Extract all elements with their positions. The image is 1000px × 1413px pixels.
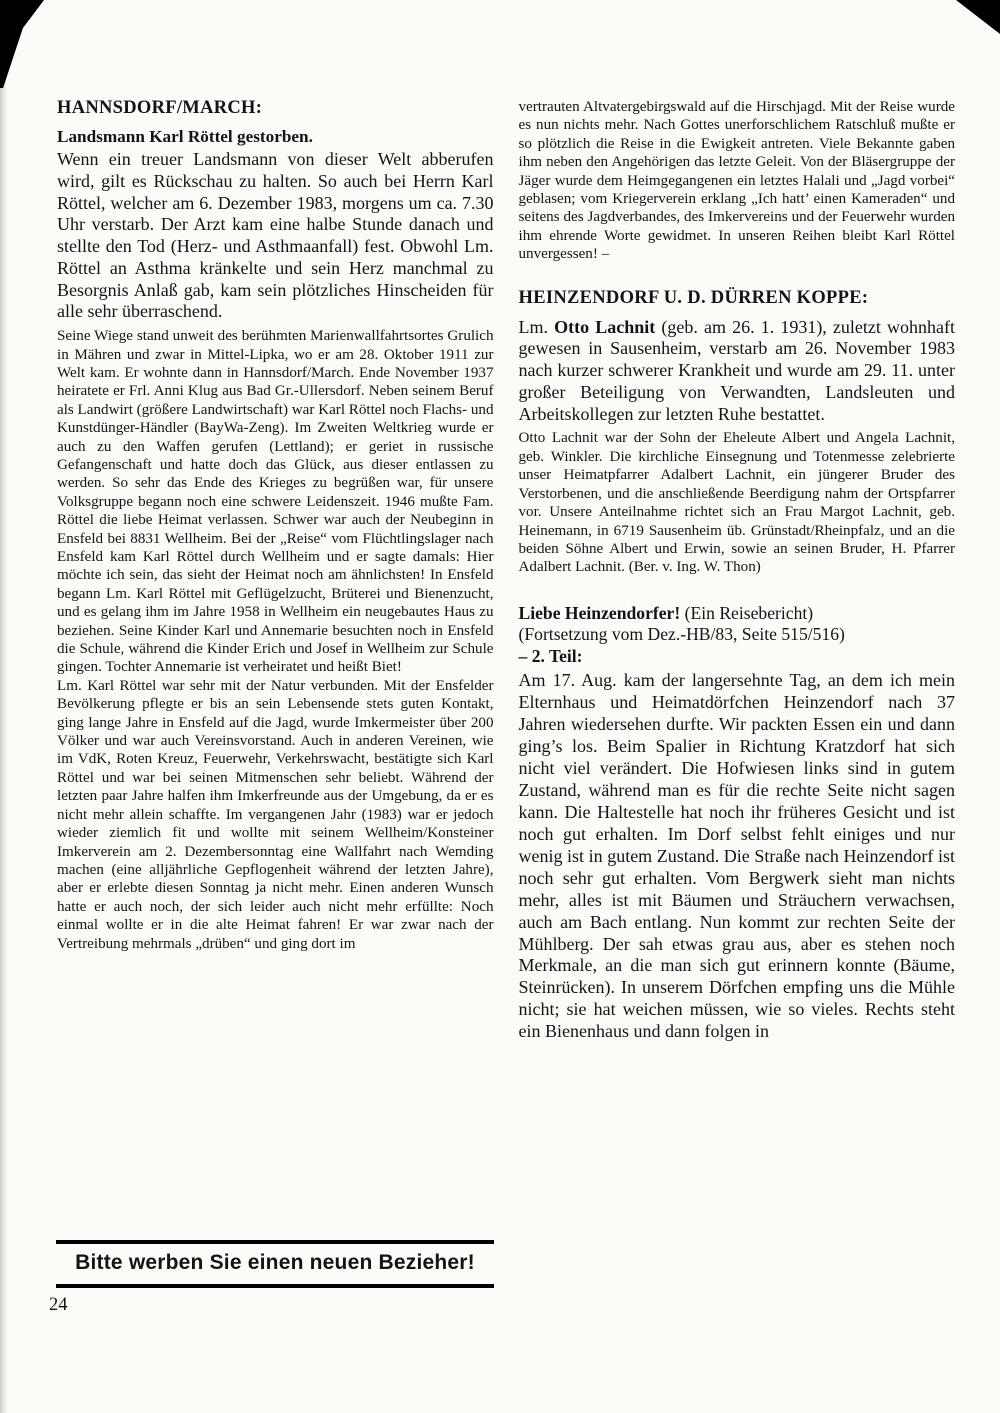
scan-artifact-top-right <box>956 0 1000 34</box>
article1-lead-paragraph: Wenn ein treuer Landsmann von dieser Welt abberufen wird, gilt es Rückschau zu halten. So auch bei Herrn Karl Röttel, welcher am 6. Dezember 1983, morgens um ca. 7.30 Uhr verstarb. Der Arzt kam eine halbe Stunde danach und stellte den Tod (Herz- und Asthmaanfall) fest. Obwohl Lm. Röttel an Asthma kränkelte und sein Herz manchmal zu Besorgnis Anlaß gab, kam sein plötzliches Hinscheiden für alle sehr überraschend. <box>57 149 494 322</box>
left-column <box>57 98 494 1043</box>
travel-report-title-line <box>519 603 956 624</box>
article2-deceased-name: Otto Lachnit <box>554 316 656 337</box>
article2-lead-prefix: Lm. <box>518 316 555 337</box>
travel-report-part-label: – 2. Teil: <box>518 645 583 666</box>
page-number: 24 <box>49 1295 68 1315</box>
two-column-layout <box>57 98 955 1043</box>
article2-heading: HEINZENDORF U. D. DÜRREN KOPPE: <box>518 287 869 308</box>
travel-report-title: Liebe Heinzendorfer! <box>518 602 681 623</box>
travel-report-title-suffix: (Ein Reisebericht) <box>680 602 814 623</box>
article2-lead-paragraph <box>519 317 956 426</box>
article2-lead-rest: (geb. am 26. 1. 1931), zuletzt wohnhaft gewesen in Sausenheim, verstarb am 26. November 1983 nach kurzer schwerer Krankheit und wurde am 29. 11. unter großer Beteiligung von Verwandten, Landsleuten und Arbeitskollegen zur letzten Ruhe bestattet. <box>518 316 955 424</box>
scan-edge-shadow <box>0 0 7 1413</box>
article1-continuation-paragraph: vertrauten Altvatergebirgswald auf die Hirschjagd. Mit der Reise wurde es nun nichts mehr. Nach Gottes unerforschlichem Ratschluß mußte er so plötzlich die Reise in die Ewigkeit antreten. Viele Bekannte gaben ihm neben den Angehörigen das letzte Geleit. Von der Bläsergruppe der Jäger wurde dem Heimgegangenen ein letztes Halali und „Jagd vorbei“ geblasen; vom Kriegerverein erklang „Ich hatt’ einen Kameraden“ und seitens des Jagdverbandes, des Imkervereins und der Feuerwehr wurden ihm ehrende Worte gewidmet. In unseren Reihen bleibt Karl Röttel unvergessen! – <box>518 99 955 263</box>
subscribe-banner <box>56 1240 494 1288</box>
travel-report-subtitle: (Fortsetzung vom Dez.-HB/83, Seite 515/516) <box>518 624 845 645</box>
subscribe-banner-text: Bitte werben Sie einen neuen Bezieher! <box>75 1251 475 1274</box>
article1-subheading: Landsmann Karl Röttel gestorben. <box>57 127 313 146</box>
scan-artifact-top-left <box>0 0 44 88</box>
travel-report-header <box>519 603 956 667</box>
article1-heading: HANNSDORF/MARCH: <box>57 98 263 118</box>
article1-body-paragraph-2: Lm. Karl Röttel war sehr mit der Natur verbunden. Mit der Ensfelder Bevölkerung pflegte er bis an sein Lebensende stets guten Kontakt, ging lange Jahre in Ensfeld auf die Jagd, wurde Imkermeister über 200 Völker und war auch Vereinsvorstand. Auch in anderen Vereinen, wie im VdK, Roten Kreuz, Feuerwehr, Verkehrswacht, bestätigte sich Karl Röttel und war bei seinen Mitmenschen sehr beliebt. Während der letzten paar Jahre halfen ihm Imkerfreunde aus der Umgebung, da er es nicht mehr allein schaffte. Im vergangenen Jahr (1983) war er jedoch wieder ziemlich fit und wollte mit seinem Wellheim/Konsteiner Imkerverein am 2. Dezembersonntag eine Wallfahrt nach Wemding machen (eine alljährliche Gepflogenheit während der letzten Jahre), aber er erlebte diesen Sonntag ja nicht mehr. Einen anderen Wunsch hatte er auch noch, der sich leider auch nicht mehr erfüllte: Noch einmal wollte er in die alte Heimat fahren! Er war zwar nach der Vertreibung mehrmals „drüben“ und ging dort im <box>57 677 494 952</box>
article1-body-paragraph-1: Seine Wiege stand unweit des berühmten Marienwallfahrtsortes Grulich in Mähren und zwar in Mittel-Lipka, wo er am 28. Oktober 1911 zur Welt kam. Er wohnte dann in Hannsdorf/March. Ende November 1937 heiratete er Frl. Anni Klug aus Bad Gr.-Ullersdorf. Neben seinem Beruf als Landwirt (größere Landwirtschaft) war Karl Röttel noch Flachs- und Kunstdünger-Händler (BayWa-Zeng). Im Zweiten Weltkrieg wurde er auch zu den Waffen gerufen (Lettland); er geriet in russische Gefangenschaft und hatte doch das Glück, aus dieser entlassen zu werden. So sehr das Ende des Krieges zu begrüßen war, für unsere Volksgruppe begann noch eine schwere Leidenszeit. 1946 mußte Fam. Röttel die liebe Heimat verlassen. Schwer war auch der Neubeginn in Ensfeld bei 8831 Wellheim. Bei der „Reise“ vom Flüchtlingslager nach Ensfeld kam Karl Röttel durch Wellheim und er sagte damals: Hier möchte ich sein, das sieht der Heimat noch am ähnlichsten! In Ensfeld begann Lm. Karl Röttel mit Geflügelzucht, Brüterei und Bienenzucht, und es gelang ihm im Jahre 1958 in Wellheim ein neugebautes Haus zu beziehen. Seine Kinder Karl und Annemarie besuchten noch in Ensfeld die Schule, während die Kinder Erich und Josef in Wellheim zur Schule gingen. Tochter Annemarie ist verheiratet und heißt Biet! <box>57 328 494 676</box>
travel-report-body: Am 17. Aug. kam der langersehnte Tag, an dem ich mein Elternhaus und Heimatdörfchen Heinzendorf nach 37 Jahren wiedersehen durfte. Wir packten Essen ein und dann ging’s los. Beim Spalier in Richtung Kratzdorf hat sich nicht viel verändert. Die Hofwiesen links sind in gutem Zustand, während man es für die rechte Seite nicht sagen kann. Die Haltestelle hat noch ihr früheres Gesicht und ist noch gut erhalten. Im Dorf selbst fehlt einiges und nur wenig ist in gutem Zustand. Die Straße nach Heinzendorf ist noch sehr gut erhalten. Vom Bergwerk sieht man nichts mehr, alles ist mit Bäumen und Sträuchern verwachsen, auch am Bach entlang. Nun kommt zur rechten Seite der Mühlberg. Der sah etwas grau aus, aber es stehen noch Merkmale, an die man sich gut erinnern konnte (Bäume, Steinrücken). In unserem Dörfchen empfing uns die Mühle nicht; sie hat weichen müssen, wie so vieles. Rechts steht ein Bienenhaus und dann folgen in <box>518 670 955 1042</box>
article2-body-paragraph: Otto Lachnit war der Sohn der Eheleute Albert und Angela Lachnit, geb. Winkler. Die kirchliche Einsegnung und Totenmesse zelebrierte unser Heimatpfarrer Adalbert Lachnit, ein jüngerer Bruder des Verstorbenen, und die anschließende Beerdigung nahm der Ortspfarrer vor. Unsere Anteilnahme richtet sich an Frau Margot Lachnit, geb. Heinemann, in 6719 Sausenheim üb. Grünstadt/Rheinpfalz, und an die beiden Söhne Albert und Erwin, sowie an seinen Bruder, H. Pfarrer Adalbert Lachnit. (Ber. v. Ing. W. Thon) <box>518 430 955 576</box>
right-column <box>519 98 956 1043</box>
